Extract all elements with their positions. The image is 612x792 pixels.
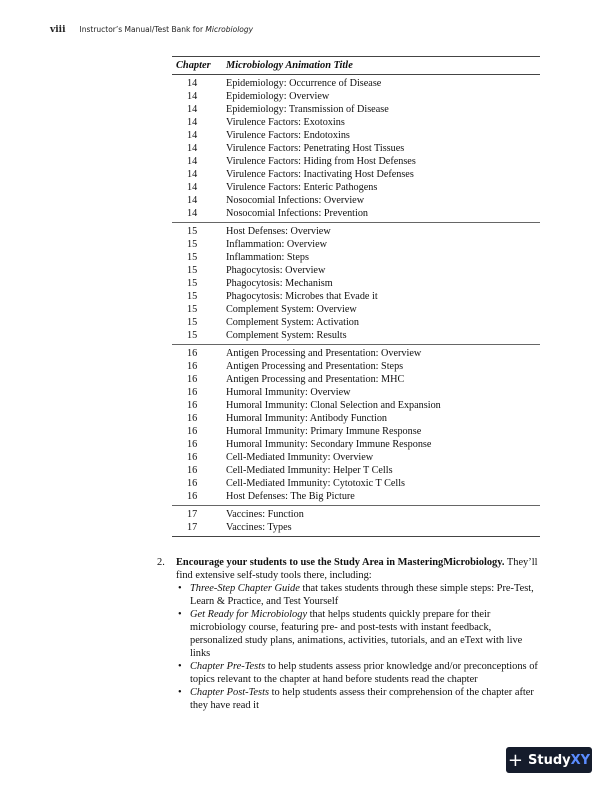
bullet-text: to help students assess their comprehension of the chapter after they have read it [190, 687, 534, 711]
table-row [172, 277, 540, 290]
chapter-cell: 14 [187, 182, 198, 193]
title-cell: Epidemiology: Occurrence of Disease [226, 78, 382, 89]
table-row [172, 303, 540, 316]
table-row [172, 207, 540, 220]
chapter-group [172, 506, 540, 537]
bullet-title: Chapter Pre-Tests [190, 661, 266, 672]
chapter-cell: 14 [187, 195, 198, 206]
chapter-cell: 16 [187, 387, 198, 398]
title-cell: Virulence Factors: Inactivating Host Defenses [226, 169, 414, 180]
bullet-list [176, 582, 545, 712]
chapter-cell: 17 [187, 522, 198, 533]
table-row [172, 477, 540, 490]
title-cell: Cell-Mediated Immunity: Cytotoxic T Cells [226, 478, 406, 489]
table-row [172, 360, 540, 373]
title-cell: Vaccines: Function [226, 509, 304, 520]
chapter-cell: 16 [187, 426, 198, 437]
table-row [172, 464, 540, 477]
chapter-cell: 16 [187, 400, 198, 411]
chapter-cell: 16 [187, 348, 198, 359]
table-row [172, 386, 540, 399]
table-row [172, 225, 540, 238]
title-cell: Virulence Factors: Enteric Pathogens [226, 182, 378, 193]
title-cell: Humoral Immunity: Clonal Selection and Expansion [226, 400, 441, 411]
chapter-cell: 15 [187, 330, 198, 341]
chapter-cell: 15 [187, 226, 198, 237]
chapter-cell: 16 [187, 465, 198, 476]
table-row [172, 194, 540, 207]
title-cell: Phagocytosis: Microbes that Evade it [226, 291, 378, 302]
title-cell: Phagocytosis: Mechanism [226, 278, 333, 289]
numbered-item [157, 556, 545, 712]
chapter-cell: 14 [187, 130, 198, 141]
table-row [172, 238, 540, 251]
chapter-cell: 15 [187, 291, 198, 302]
bullet-icon: • [178, 583, 182, 594]
bullet-title: Get Ready for Microbiology [190, 609, 308, 620]
table-row [172, 77, 540, 90]
bullet-icon: • [178, 687, 182, 698]
chapter-cell: 15 [187, 278, 198, 289]
chapter-cell: 14 [187, 156, 198, 167]
chapter-cell: 15 [187, 239, 198, 250]
page-number: viii [50, 25, 66, 35]
bullet-icon: • [178, 609, 182, 620]
bullet-text: that helps students quickly prepare for their microbiology course, featuring pre- and post-tests with instant feedback, personalized study plans, animations, activities, tutorials, and an eText with live links [190, 609, 523, 659]
chapter-cell: 14 [187, 117, 198, 128]
chapter-cell: 17 [187, 509, 198, 520]
title-cell: Vaccines: Types [226, 522, 292, 533]
chapter-cell: 15 [187, 304, 198, 315]
title-cell: Antigen Processing and Presentation: Overview [226, 348, 422, 359]
chapter-cell: 16 [187, 374, 198, 385]
chapter-cell: 16 [187, 413, 198, 424]
chapter-cell: 16 [187, 452, 198, 463]
table-row [172, 412, 540, 425]
title-cell: Humoral Immunity: Secondary Immune Response [226, 439, 432, 450]
title-cell: Nosocomial Infections: Prevention [226, 208, 369, 219]
chapter-cell: 14 [187, 104, 198, 115]
chapter-cell: 15 [187, 317, 198, 328]
col-chapter-header: Chapter [176, 60, 211, 71]
title-cell: Phagocytosis: Overview [226, 265, 326, 276]
bullet-icon: • [178, 661, 182, 672]
title-cell: Complement System: Results [226, 330, 347, 341]
chapter-cell: 16 [187, 361, 198, 372]
chapter-cell: 16 [187, 439, 198, 450]
bullet-title: Chapter Post-Tests [190, 687, 269, 698]
title-cell: Host Defenses: The Big Picture [226, 491, 355, 502]
item-lead [176, 556, 545, 582]
title-cell: Virulence Factors: Penetrating Host Tissues [226, 143, 405, 154]
table-row [172, 168, 540, 181]
chapter-cell: 14 [187, 143, 198, 154]
item-lead-rest: They’ll find extensive self-study tools there, including: [176, 557, 538, 581]
bullet-text: to help students assess prior knowledge and/or preconceptions of topics relevant to the chapter at hand before students read the chapter [190, 661, 538, 685]
title-cell: Virulence Factors: Hiding from Host Defenses [226, 156, 416, 167]
chapter-cell: 16 [187, 491, 198, 502]
table-row [172, 181, 540, 194]
chapter-group [172, 345, 540, 506]
title-cell: Inflammation: Overview [226, 239, 327, 250]
table-row [172, 399, 540, 412]
table-row [172, 251, 540, 264]
chapter-cell: 14 [187, 208, 198, 219]
table-row [172, 129, 540, 142]
table-row [172, 316, 540, 329]
table-row [172, 347, 540, 360]
title-cell: Humoral Immunity: Primary Immune Response [226, 426, 422, 437]
bullet-item [176, 608, 545, 660]
table-header [172, 57, 540, 75]
studyxy-logo [506, 747, 592, 773]
chapter-cell: 14 [187, 91, 198, 102]
table-row [172, 290, 540, 303]
bullet-item [176, 660, 545, 686]
chapter-cell: 15 [187, 265, 198, 276]
table-row [172, 521, 540, 534]
title-cell: Complement System: Activation [226, 317, 359, 328]
title-cell: Nosocomial Infections: Overview [226, 195, 365, 206]
title-cell: Antigen Processing and Presentation: Steps [226, 361, 404, 372]
table-row [172, 490, 540, 503]
plus-icon: + [507, 749, 524, 771]
animation-table [172, 56, 540, 537]
chapter-cell: 16 [187, 478, 198, 489]
table-row [172, 425, 540, 438]
chapter-group [172, 75, 540, 223]
table-row [172, 329, 540, 342]
title-cell: Epidemiology: Overview [226, 91, 330, 102]
table-row [172, 155, 540, 168]
title-cell: Inflammation: Steps [226, 252, 309, 263]
table-row [172, 508, 540, 521]
title-cell: Virulence Factors: Exotoxins [226, 117, 345, 128]
running-header [50, 25, 253, 35]
table-row [172, 103, 540, 116]
logo-study: Study [528, 752, 571, 768]
table-row [172, 264, 540, 277]
item-number: 2. [157, 557, 165, 568]
logo-xy: XY [570, 752, 591, 768]
chapter-group [172, 223, 540, 345]
bullet-item [176, 686, 545, 712]
title-cell: Cell-Mediated Immunity: Overview [226, 452, 374, 463]
title-cell: Cell-Mediated Immunity: Helper T Cells [226, 465, 393, 476]
title-cell: Complement System: Overview [226, 304, 357, 315]
bullet-text: that takes students through these simple steps: Pre-Test, Learn & Practice, and Test Yourself [190, 583, 534, 607]
bullet-item [176, 582, 545, 608]
table-row [172, 451, 540, 464]
bullet-title: Three-Step Chapter Guide [190, 583, 300, 594]
table-row [172, 373, 540, 386]
item-lead-bold: Encourage your students to use the Study Area in MasteringMicrobiology. [176, 557, 505, 568]
table-row [172, 142, 540, 155]
title-cell: Humoral Immunity: Overview [226, 387, 351, 398]
header-title: Instructor’s Manual/Test Bank for [79, 25, 206, 34]
chapter-cell: 14 [187, 78, 198, 89]
header-title-italic: Microbiology [205, 25, 254, 34]
chapter-cell: 14 [187, 169, 198, 180]
chapter-cell: 15 [187, 252, 198, 263]
title-cell: Host Defenses: Overview [226, 226, 331, 237]
title-cell: Virulence Factors: Endotoxins [226, 130, 350, 141]
table-row [172, 438, 540, 451]
col-title-header: Microbiology Animation Title [226, 60, 353, 71]
table-row [172, 116, 540, 129]
title-cell: Humoral Immunity: Antibody Function [226, 413, 388, 424]
title-cell: Antigen Processing and Presentation: MHC [226, 374, 405, 385]
title-cell: Epidemiology: Transmission of Disease [226, 104, 389, 115]
table-row [172, 90, 540, 103]
